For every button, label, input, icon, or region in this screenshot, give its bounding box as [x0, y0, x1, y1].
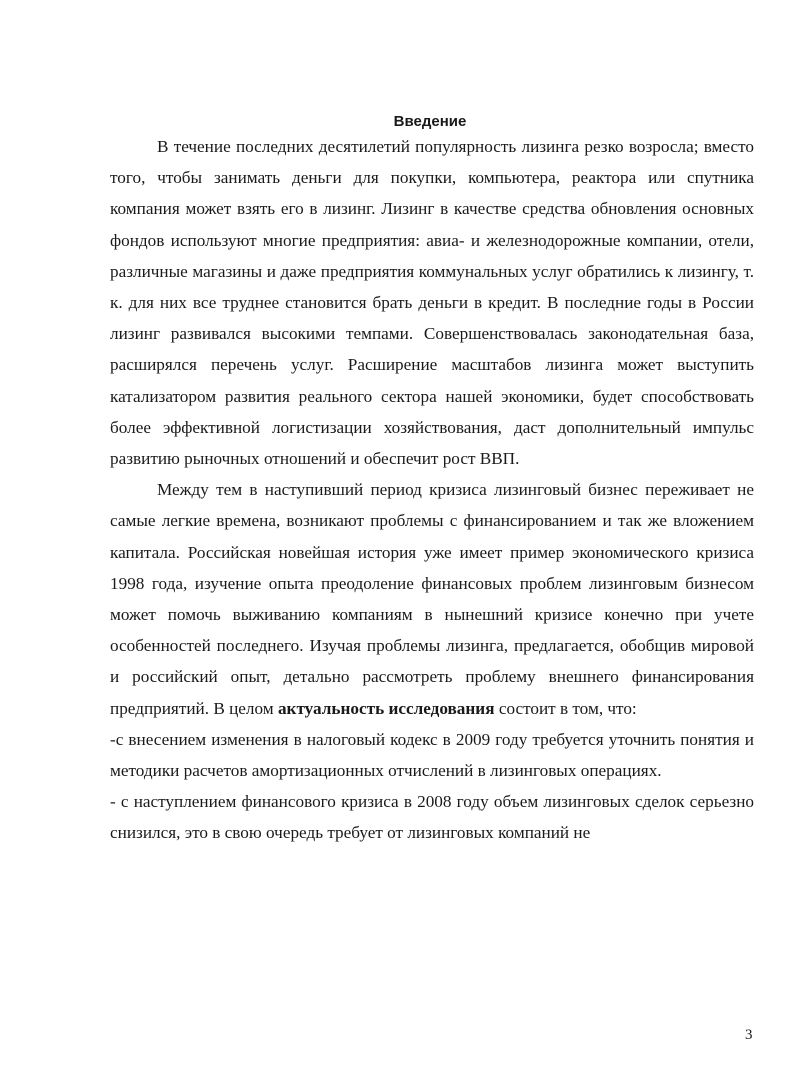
- section-heading: Введение: [393, 113, 467, 130]
- paragraph-crisis-ending: состоит в том, что:: [494, 698, 637, 718]
- paragraph-crisis: [110, 474, 754, 724]
- body-text: [110, 131, 754, 849]
- paragraph-intro: В течение последних десятилетий популярность лизинга резко возросла; вместо того, чтобы занимать деньги для покупки, компьютера, реактора или спутника компания может взять его в лизинг. Лизинг в качестве средства обновления основных фондов используют многие предприятия: авиа- и железнодорожные компании, отели, различные магазины и даже предприятия коммунальных услуг обратились к лизингу, т. к. для них все труднее становится брать деньги в кредит. В последние годы в России лизинг развивался высокими темпами. Совершенствовалась законодательная база, расширялся перечень услуг. Расширение масштабов лизинга может выступить катализатором развития реального сектора нашей экономики, будет способствовать более эффективной логистизации хозяйствования, даст дополнительный импульс развитию рыночных отношений и обеспечит рост ВВП.: [110, 137, 754, 469]
- paragraph-crisis-text: Между тем в наступивший период кризиса лизинговый бизнес переживает не самые легкие времена, возникают проблемы с финансированием и так же вложением капитала. Российская новейшая история уже имеет пример экономического кризиса 1998 года, изучение опыта преодоление финансовых проблем лизинговым бизнесом может помочь выживанию компаниям в нынешний кризисе конечно при учете особенностей последнего. Изучая проблемы лизинга, предлагается, обобщив мировой и российский опыт, детально рассмотреть проблему внешнего финансирования предприятий. В целом: [110, 480, 754, 718]
- relevance-term: актуальность исследования: [277, 698, 495, 718]
- list-item-financial-crisis: - с наступлением финансового кризиса в 2008 году объем лизинговых сделок серьезно снизился, это в свою очередь требует от лизинговых компаний не: [110, 792, 754, 843]
- list-item-tax-code: -с внесением изменения в налоговый кодекс в 2009 году требуется уточнить понятия и методики расчетов амортизационных отчислений в лизинговых операциях.: [110, 729, 754, 781]
- page-number: 3: [745, 1027, 753, 1043]
